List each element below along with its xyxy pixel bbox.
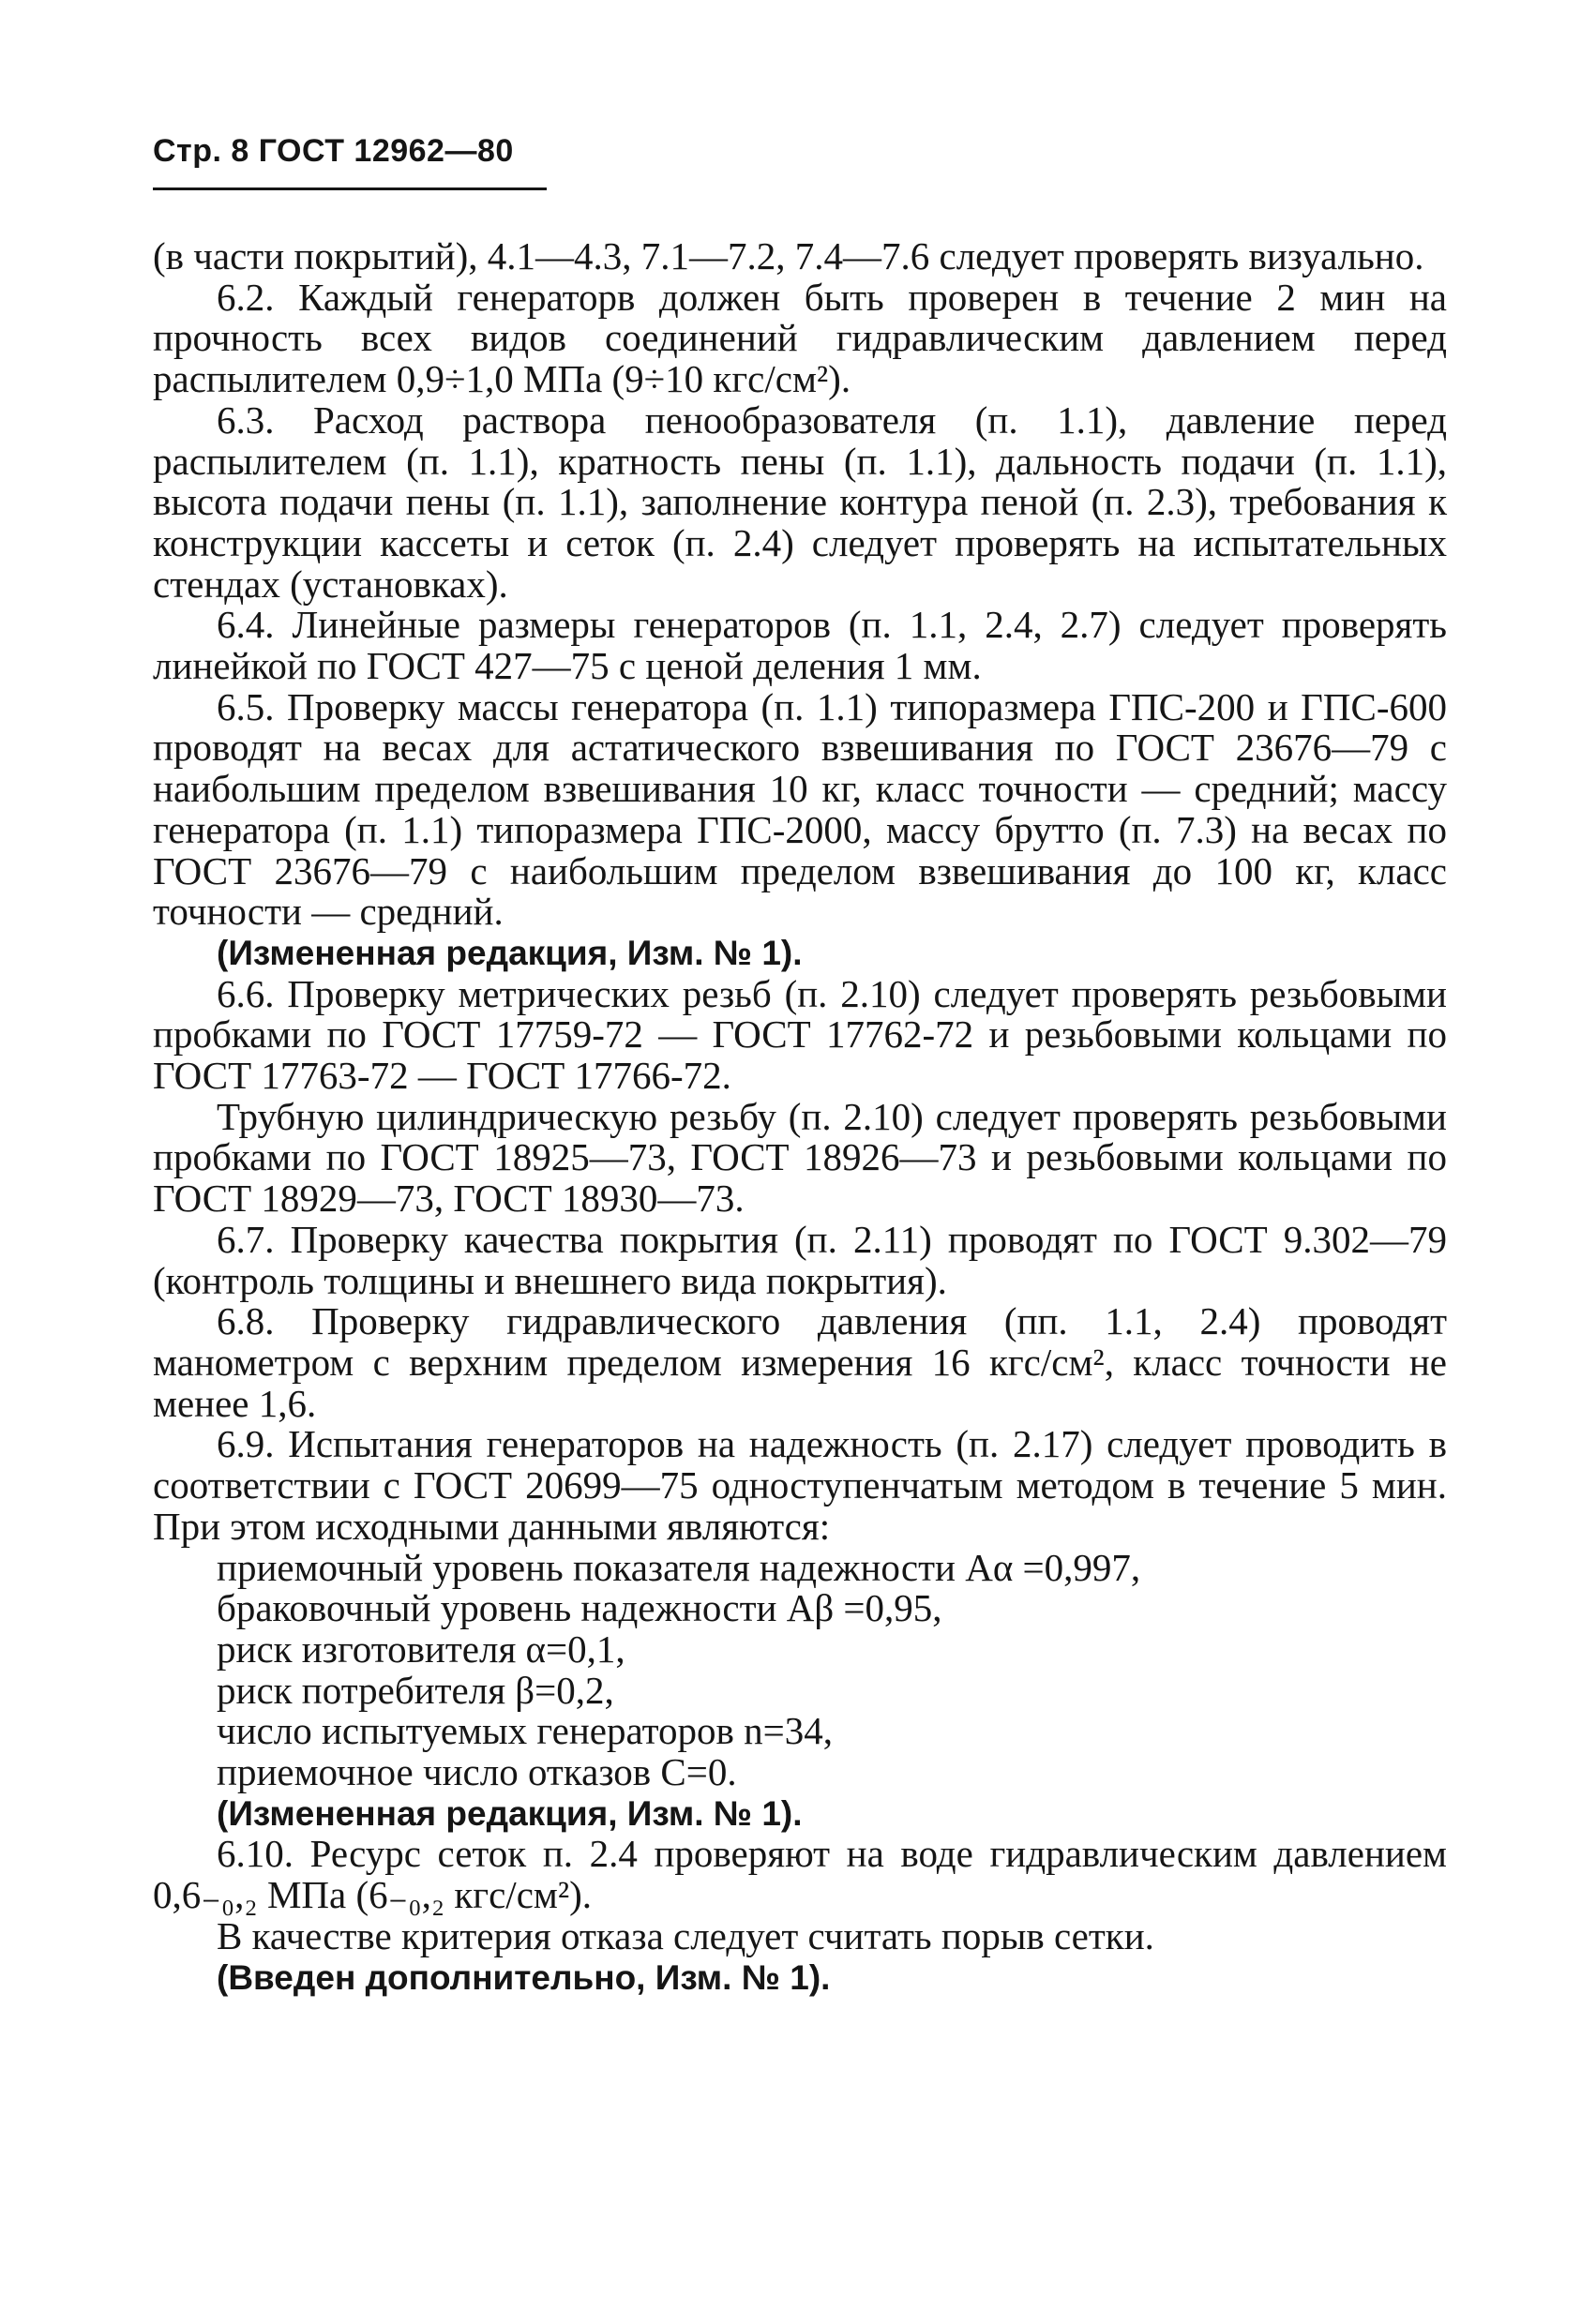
paragraph-continuation: (в части покрытий), 4.1—4.3, 7.1—7.2, 7.4—7.6 следует проверять визуально. [153, 234, 1424, 277]
list-item: риск потребителя β=0,2, [217, 1668, 614, 1712]
paragraph-6-5: 6.5. Проверку массы генератора (п. 1.1) типоразмера ГПС-200 и ГПС-600 проводят на весах для астатического взвешивания по ГОСТ 23676—79 с наибольшим пределом взвешивания 10 кг, класс точности — средний; массу генератора (п. 1.1) типоразмера ГПС-2000, массу брутто (п. 7.3) на весах по ГОСТ 23676—79 с наибольшим пределом взвешивания до 100 кг, класс точности — средний. [153, 684, 1447, 934]
paragraph-6-7: 6.7. Проверку качества покрытия (п. 2.11) проводят по ГОСТ 9.302—79 (контроль толщины и внешнего вида покрытия). [153, 1217, 1447, 1302]
list-item: браковочный уровень надежности Aβ =0,95, [217, 1586, 942, 1630]
header-rule [153, 187, 547, 190]
running-head: Стр. 8 ГОСТ 12962—80 [153, 133, 514, 169]
paragraph-6-9: 6.9. Испытания генераторов на надежность (п. 2.17) следует проводить в соответствии с ГОСТ 20699—75 одноступенчатым методом в течение 5 мин. При этом исходными данными являются: [153, 1422, 1447, 1548]
paragraph-6-4: 6.4. Линейные размеры генераторов (п. 1.1, 2.4, 2.7) следует проверять линейкой по ГОСТ 427—75 с ценой деления 1 мм. [153, 603, 1447, 688]
list-item: приемочное число отказов C=0. [217, 1750, 737, 1794]
paragraph-6-10-criterion: В качестве критерия отказа следует считать порыв сетки. [217, 1913, 1154, 1957]
amendment-note: (Измененная редакция, Изм. № 1). [217, 1793, 803, 1833]
list-item: приемочный уровень показателя надежности Aα =0,997, [217, 1545, 1141, 1589]
amendment-note: (Введен дополнительно, Изм. № 1). [217, 1957, 831, 1997]
amendment-note: (Измененная редакция, Изм. № 1). [217, 933, 803, 972]
paragraph-6-10: 6.10. Ресурс сеток п. 2.4 проверяют на воде гидравлическим давлением 0,6₋₀,₂ МПа (6₋₀,₂ кгс/см²). [153, 1832, 1447, 1917]
paragraph-6-3: 6.3. Расход раствора пенообразователя (п. 1.1), давление перед распылителем (п. 1.1), кратность пены (п. 1.1), дальность подачи (п. 1.1), высота подачи пены (п. 1.1), заполнение контура пеной (п. 2.3), требования к конструкции кассеты и сеток (п. 2.4) следует проверять на испытательных стендах (установках). [153, 397, 1447, 606]
list-item: риск изготовителя α=0,1, [217, 1627, 625, 1671]
paragraph-6-6: 6.6. Проверку метрических резьб (п. 2.10) следует проверять резьбовыми пробками по ГОСТ 17759-72 — ГОСТ 17762-72 и резьбовыми кольцами по ГОСТ 17763-72 — ГОСТ 17766-72. [153, 971, 1447, 1098]
document-body [153, 236, 1447, 1998]
paragraph-6-6-threads: Трубную цилиндрическую резьбу (п. 2.10) следует проверять резьбовыми пробками по ГОСТ 18925—73, ГОСТ 18926—73 и резьбовыми кольцами по ГОСТ 18929—73, ГОСТ 18930—73. [153, 1094, 1447, 1221]
reliability-parameters-list [153, 1545, 1447, 1794]
paragraph-6-8: 6.8. Проверку гидравлического давления (пп. 1.1, 2.4) проводят манометром с верхним пределом измерения 16 кгс/см², класс точности не менее 1,6. [153, 1299, 1447, 1425]
list-item: число испытуемых генераторов n=34, [217, 1709, 833, 1753]
paragraph-6-2: 6.2. Каждый генераторв должен быть проверен в течение 2 мин на прочность всех видов соединений гидравлическим давлением перед распылителем 0,9÷1,0 МПа (9÷10 кгс/см²). [153, 275, 1447, 401]
